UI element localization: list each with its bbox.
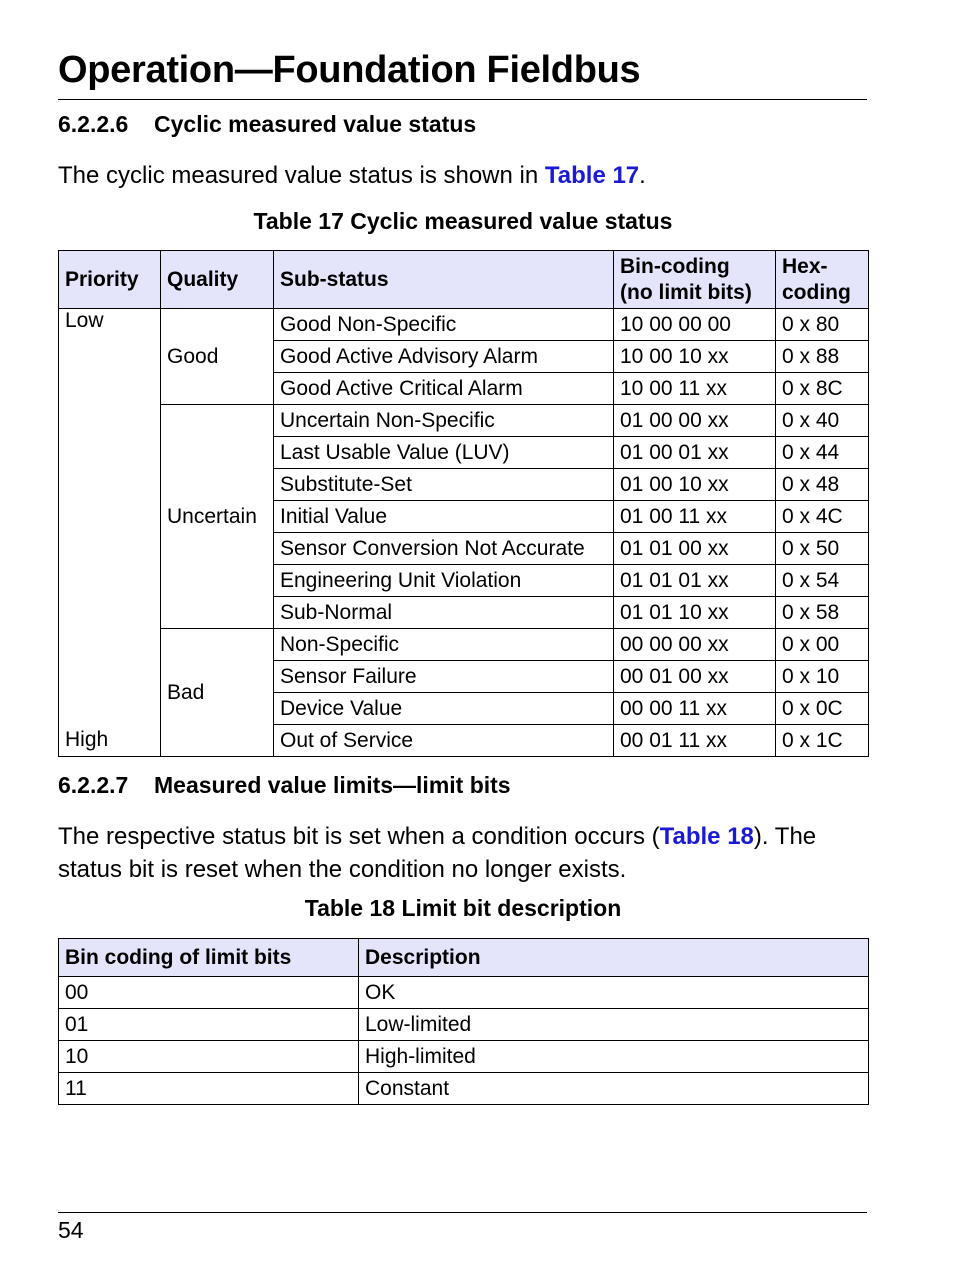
section-number: 6.2.2.7 [58, 772, 129, 798]
section-title: Measured value limits—limit bits [154, 772, 511, 798]
limit-bin-cell: 01 [59, 1009, 359, 1041]
page-title: Operation—Foundation Fieldbus [58, 49, 641, 91]
header-hex-line1: Hex- [782, 254, 828, 278]
limit-bin-cell: 00 [59, 977, 359, 1009]
limit-bin-cell: 11 [59, 1073, 359, 1105]
hex-cell: 0 x 00 [776, 629, 869, 661]
quality-good: Good [161, 309, 274, 405]
substatus-cell: Substitute-Set [274, 469, 614, 501]
hex-cell: 0 x 44 [776, 437, 869, 469]
header-priority: Priority [59, 251, 161, 309]
header-description: Description [359, 939, 869, 977]
hex-cell: 0 x 50 [776, 533, 869, 565]
table-row [59, 1073, 869, 1105]
hex-cell: 0 x 80 [776, 309, 869, 341]
section-number: 6.2.2.6 [58, 111, 129, 137]
header-bin-coding-limit: Bin coding of limit bits [59, 939, 359, 977]
header-bin-line1: Bin-coding [620, 254, 730, 278]
table-18 [58, 938, 869, 1105]
bin-cell: 01 00 10 xx [614, 469, 776, 501]
table-row [59, 405, 869, 437]
substatus-cell: Sensor Conversion Not Accurate [274, 533, 614, 565]
paragraph-text-end: ). The status bit is reset when the condition no longer exists. [58, 823, 817, 883]
hex-cell: 0 x 40 [776, 405, 869, 437]
substatus-cell: Good Non-Specific [274, 309, 614, 341]
bin-cell: 01 01 10 xx [614, 597, 776, 629]
hex-cell: 0 x 1C [776, 725, 869, 757]
limit-bin-cell: 10 [59, 1041, 359, 1073]
limit-desc-cell: Low-limited [359, 1009, 869, 1041]
limits-paragraph [58, 820, 868, 886]
hex-cell: 0 x 0C [776, 693, 869, 725]
header-hex-line2: coding [782, 280, 851, 304]
table-17-caption: Table 17 Cyclic measured value status [253, 208, 673, 234]
bin-cell: 00 01 00 xx [614, 661, 776, 693]
table-18-caption: Table 18 Limit bit description [304, 895, 622, 921]
priority-high: High [65, 728, 109, 751]
paragraph-text: The respective status bit is set when a condition occurs ( [58, 823, 660, 850]
section-heading-6-2-2-6 [58, 110, 476, 138]
hex-cell: 0 x 4C [776, 501, 869, 533]
hex-cell: 0 x 48 [776, 469, 869, 501]
hex-cell: 0 x 88 [776, 341, 869, 373]
hex-cell: 0 x 58 [776, 597, 869, 629]
section-heading-6-2-2-7 [58, 771, 511, 799]
limit-desc-cell: Constant [359, 1073, 869, 1105]
priority-cell [59, 309, 161, 757]
bin-cell: 00 00 00 xx [614, 629, 776, 661]
bin-cell: 01 00 00 xx [614, 405, 776, 437]
paragraph-text-end: . [639, 162, 646, 189]
table-row [59, 309, 869, 341]
table-row [59, 1009, 869, 1041]
bin-cell: 00 01 11 xx [614, 725, 776, 757]
bin-cell: 10 00 00 00 [614, 309, 776, 341]
paragraph-text: The cyclic measured value status is shown in [58, 162, 545, 189]
table-row [59, 629, 869, 661]
priority-low: Low [65, 309, 104, 332]
table-18-link[interactable]: Table 18 [659, 823, 754, 850]
limit-desc-cell: High-limited [359, 1041, 869, 1073]
section-title: Cyclic measured value status [154, 111, 477, 137]
footer-divider [58, 1212, 867, 1213]
intro-paragraph [58, 159, 868, 192]
substatus-cell: Sub-Normal [274, 597, 614, 629]
hex-cell: 0 x 54 [776, 565, 869, 597]
substatus-cell: Device Value [274, 693, 614, 725]
header-bin-line2: (no limit bits) [620, 280, 752, 304]
hex-cell: 0 x 10 [776, 661, 869, 693]
limit-desc-cell: OK [359, 977, 869, 1009]
substatus-cell: Non-Specific [274, 629, 614, 661]
substatus-cell: Initial Value [274, 501, 614, 533]
substatus-cell: Sensor Failure [274, 661, 614, 693]
table-17 [58, 250, 869, 757]
bin-cell: 10 00 11 xx [614, 373, 776, 405]
table-row [59, 977, 869, 1009]
bin-cell: 01 01 00 xx [614, 533, 776, 565]
table-row [59, 1041, 869, 1073]
hex-cell: 0 x 8C [776, 373, 869, 405]
bin-cell: 00 00 11 xx [614, 693, 776, 725]
substatus-cell: Uncertain Non-Specific [274, 405, 614, 437]
quality-bad: Bad [161, 629, 274, 757]
bin-cell: 01 00 01 xx [614, 437, 776, 469]
bin-cell: 01 01 01 xx [614, 565, 776, 597]
bin-cell: 01 00 11 xx [614, 501, 776, 533]
substatus-cell: Last Usable Value (LUV) [274, 437, 614, 469]
title-divider [58, 99, 867, 100]
header-quality: Quality [161, 251, 274, 309]
header-bin-coding [614, 251, 776, 309]
header-substatus: Sub-status [274, 251, 614, 309]
substatus-cell: Out of Service [274, 725, 614, 757]
substatus-cell: Good Active Critical Alarm [274, 373, 614, 405]
table-17-link[interactable]: Table 17 [544, 162, 640, 189]
quality-uncertain: Uncertain [161, 405, 274, 629]
header-hex-coding [776, 251, 869, 309]
substatus-cell: Engineering Unit Violation [274, 565, 614, 597]
bin-cell: 10 00 10 xx [614, 341, 776, 373]
page-number: 54 [58, 1217, 84, 1243]
substatus-cell: Good Active Advisory Alarm [274, 341, 614, 373]
